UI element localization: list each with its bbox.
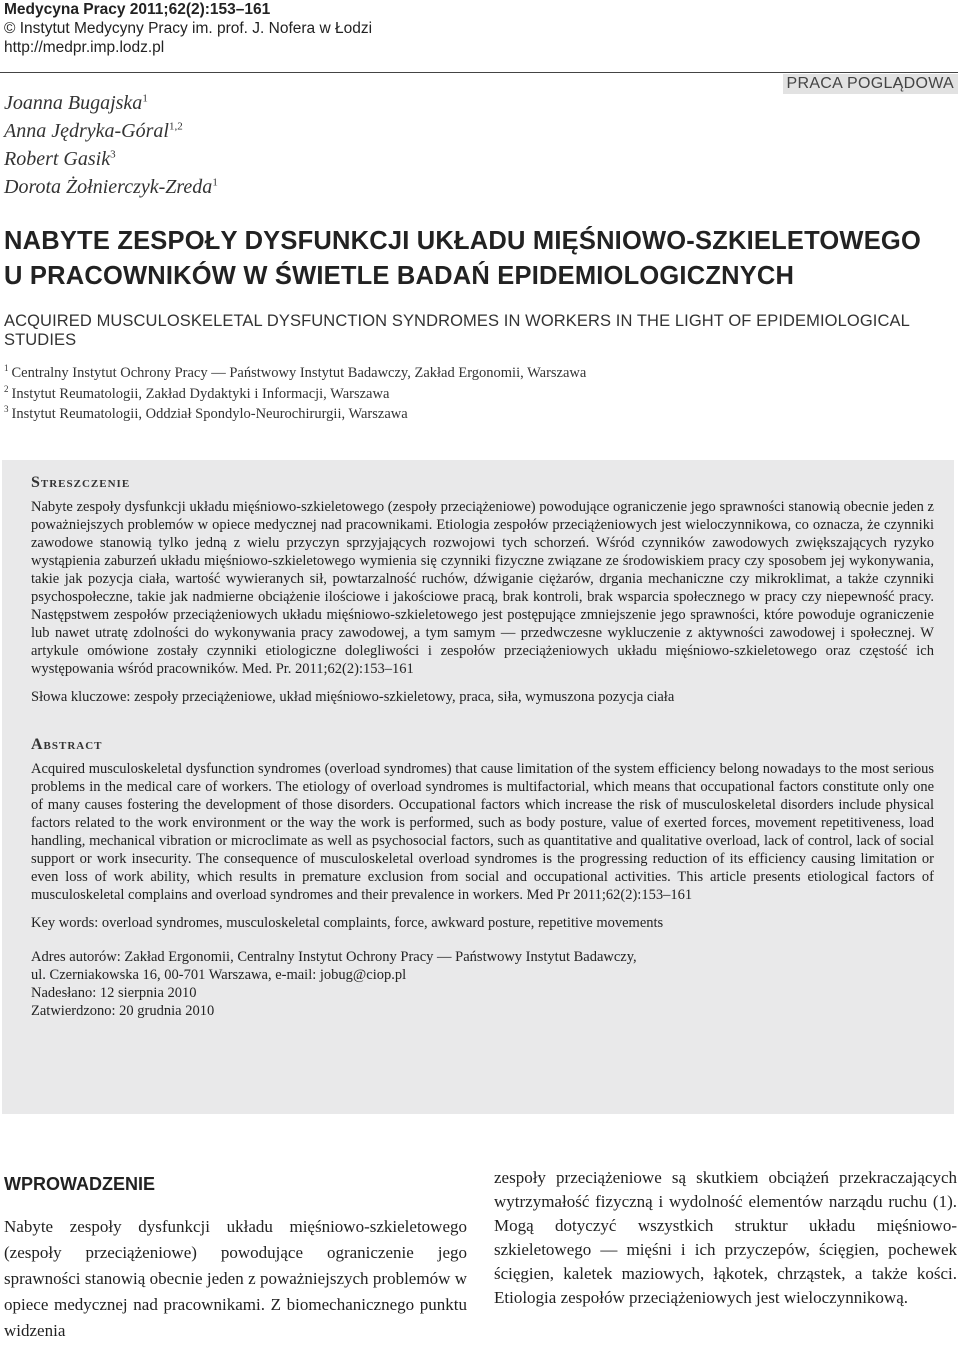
intro-column-right: zespoły przeciążeniowe są skutkiem obciążeń przekraczających wytrzymałość fizyczną i wydolność elementów narządu ruchu (1). Mogą dotyczyć wszystkich struktur układu mięśniowo-szkieletowego — mięśni i ich przyczepów, ścięgien, pochewek ścięgien, kaletek maziowych, łąkotek, chrząstek, a także kości. Etiologia zespołów przeciążeniowych jest wieloczynnikową. — [494, 1168, 957, 1307]
author-affiliation-ref: 1 — [212, 176, 218, 189]
abstract-keywords: Key words: overload syndromes, musculoskeletal complaints, force, awkward posture, repetitive movements — [31, 915, 664, 931]
affiliation-text: Instytut Reumatologii, Zakład Dydaktyki i Informacji, Warszawa — [11, 385, 390, 402]
streszczenie-keywords: Słowa kluczowe: zespoły przeciążeniowe, układ mięśniowo-szkieletowy, praca, siła, wymuszona pozycja ciała — [31, 689, 675, 705]
author-affiliation-ref: 1 — [142, 92, 148, 105]
affiliation-number: 3 — [4, 404, 9, 415]
author — [4, 173, 218, 201]
author-affiliation-ref: 1,2 — [168, 120, 183, 133]
accepted-date: Zatwierdzono: 20 grudnia 2010 — [31, 1003, 215, 1019]
author-list — [4, 89, 218, 201]
author-name: Joanna Bugajska — [4, 92, 143, 114]
journal-title: Medycyna Pracy 2011;62(2):153–161 — [4, 1, 271, 18]
header-divider — [0, 72, 958, 73]
author-name: Robert Gasik — [4, 148, 111, 170]
affiliation-list — [4, 363, 586, 425]
title-pl-line: NABYTE ZESPOŁY DYSFUNKCJI UKŁADU MIĘŚNIOWO-SZKIELETOWEGO — [4, 227, 921, 255]
address-line: Adres autorów: Zakład Ergonomii, Centralny Instytut Ochrony Pracy — Państwowy Instytut Badawczy, — [31, 949, 637, 965]
address-line: ul. Czerniakowska 16, 00-701 Warszawa, e-mail: jobug@ciop.pl — [31, 967, 407, 983]
affiliation — [4, 384, 586, 405]
journal-url[interactable]: http://medpr.imp.lodz.pl — [4, 39, 165, 56]
article-type-label: PRACA POGLĄDOWA — [783, 74, 959, 94]
title-pl-line: U PRACOWNIKÓW W ŚWIETLE BADAŃ EPIDEMIOLOGICZNYCH — [4, 262, 795, 290]
abstract-box — [2, 460, 954, 1114]
author — [4, 117, 218, 145]
author-name: Anna Jędryka-Góral — [4, 120, 169, 142]
streszczenie-heading: Streszczenie — [31, 474, 131, 491]
abstract-heading: Abstract — [31, 736, 103, 753]
abstract-text: Acquired musculoskeletal dysfunction syndromes (overload syndromes) that cause limitation of the system efficiency belong nowadays to the most serious problems in the medical care of workers. The etiology of overload syndromes is multifactorial, which means that occupational factors constitute only one of many causes fostering the development of those disorders. Occupational factors which increase the risk of musculoskeletal disorders include physical factors related to the work environment or the way the work is performed, such as body posture, value of exerted forces, movement repetitiveness, load handling, mechanical vibration or microclimate as well as psychosocial factors, such as quantitative and qualitative overload, lack of control, lack of social support or work insecurity. The consequence of musculoskeletal overload syndromes is the progressing reduction of its efficiency causing limitation or even loss of work ability, which results in premature exclusion from social and occupational activities. This article presents etiological factors of musculoskeletal complains and overload syndromes and their prevalence in workers. Med Pr 2011;62(2):153–161 — [31, 761, 934, 903]
streszczenie-text: Nabyte zespoły dysfunkcji układu mięśniowo-szkieletowego (zespoły przeciążeniowe) powodujące ograniczenie jego sprawności stanowią obecnie jeden z poważniejszych problemów w opiece medycznej nad pracownikami. Etiologia zespołów przeciążeniowych jest wieloczynnikowa, co oznacza, że czynniki zawodowe stanowią tylko jedną z wielu przyczyn sprzyjających rozwojowi tych schorzeń. Wśród czynników zawodowych zwiększających ryzyko wystąpienia zaburzeń układu mięśniowo-szkieletowego wymienia się czynniki fizyczne związane ze środowiskiem pracy czy sposobem jej wykonywania, takie jak pozycja ciała, wartość wywieranych sił, powtarzalność ruchów, dźwiganie ciężarów, drgania mechaniczne czy mikroklimat, a także czynniki psychospołeczne, takie jak nadmierne obciążenie ilościowe i jakościowe pracą, brak kontroli, brak wsparcia społecznego w pracy czy niepewność pracy. Następstwem zespołów przeciążeniowych układu mięśniowo-szkieletowego jest postępujące zmniejszenie jego sprawności, które powoduje ograniczenie lub nawet utratę zdolności do wykonywania pracy zawodowej, a tym samym — przedwczesne wykluczenie z aktywności zawodowej i społecznej. W artykule omówione zostały czynniki etiologiczne dolegliwości i zespołów przeciążeniowych układu mięśniowo-szkieletowego oraz częstość ich występowania wśród pracowników. Med. Pr. 2011;62(2):153–161 — [31, 499, 934, 677]
affiliation-text: Instytut Reumatologii, Oddział Spondylo-Neurochirurgii, Warszawa — [11, 406, 408, 422]
article-title-en: ACQUIRED MUSCULOSKELETAL DYSFUNCTION SYNDROMES IN WORKERS IN THE LIGHT OF EPIDEMIOLOGICAL STUDIES — [4, 312, 910, 349]
affiliation-number: 2 — [4, 383, 9, 394]
affiliation-text: Centralny Instytut Ochrony Pracy — Państwowy Instytut Badawczy, Zakład Ergonomii, Warszawa — [11, 365, 587, 381]
author — [4, 145, 218, 173]
intro-heading: WPROWADZENIE — [4, 1174, 155, 1194]
author-affiliation-ref: 3 — [110, 148, 116, 161]
received-date: Nadesłano: 12 sierpnia 2010 — [31, 985, 197, 1001]
journal-header — [4, 0, 372, 57]
affiliation — [4, 363, 586, 384]
affiliation-number: 1 — [4, 363, 9, 374]
author — [4, 89, 218, 117]
journal-copyright: © Instytut Medycyny Pracy im. prof. J. Nofera w Łodzi — [4, 20, 373, 37]
affiliation — [4, 404, 586, 425]
article-title-pl — [4, 224, 954, 294]
author-name: Dorota Żołnierczyk-Zreda — [4, 176, 213, 198]
intro-column-left: Nabyte zespoły dysfunkcji układu mięśniowo-szkieletowego (zespoły przeciążeniowe) powodujące ograniczenie jego sprawności stanowią obecnie jeden z poważniejszych problemów w opiece medycznej nad pracownikami. Z biomechanicznego punktu widzenia — [4, 1217, 467, 1340]
author-address — [31, 948, 934, 1020]
